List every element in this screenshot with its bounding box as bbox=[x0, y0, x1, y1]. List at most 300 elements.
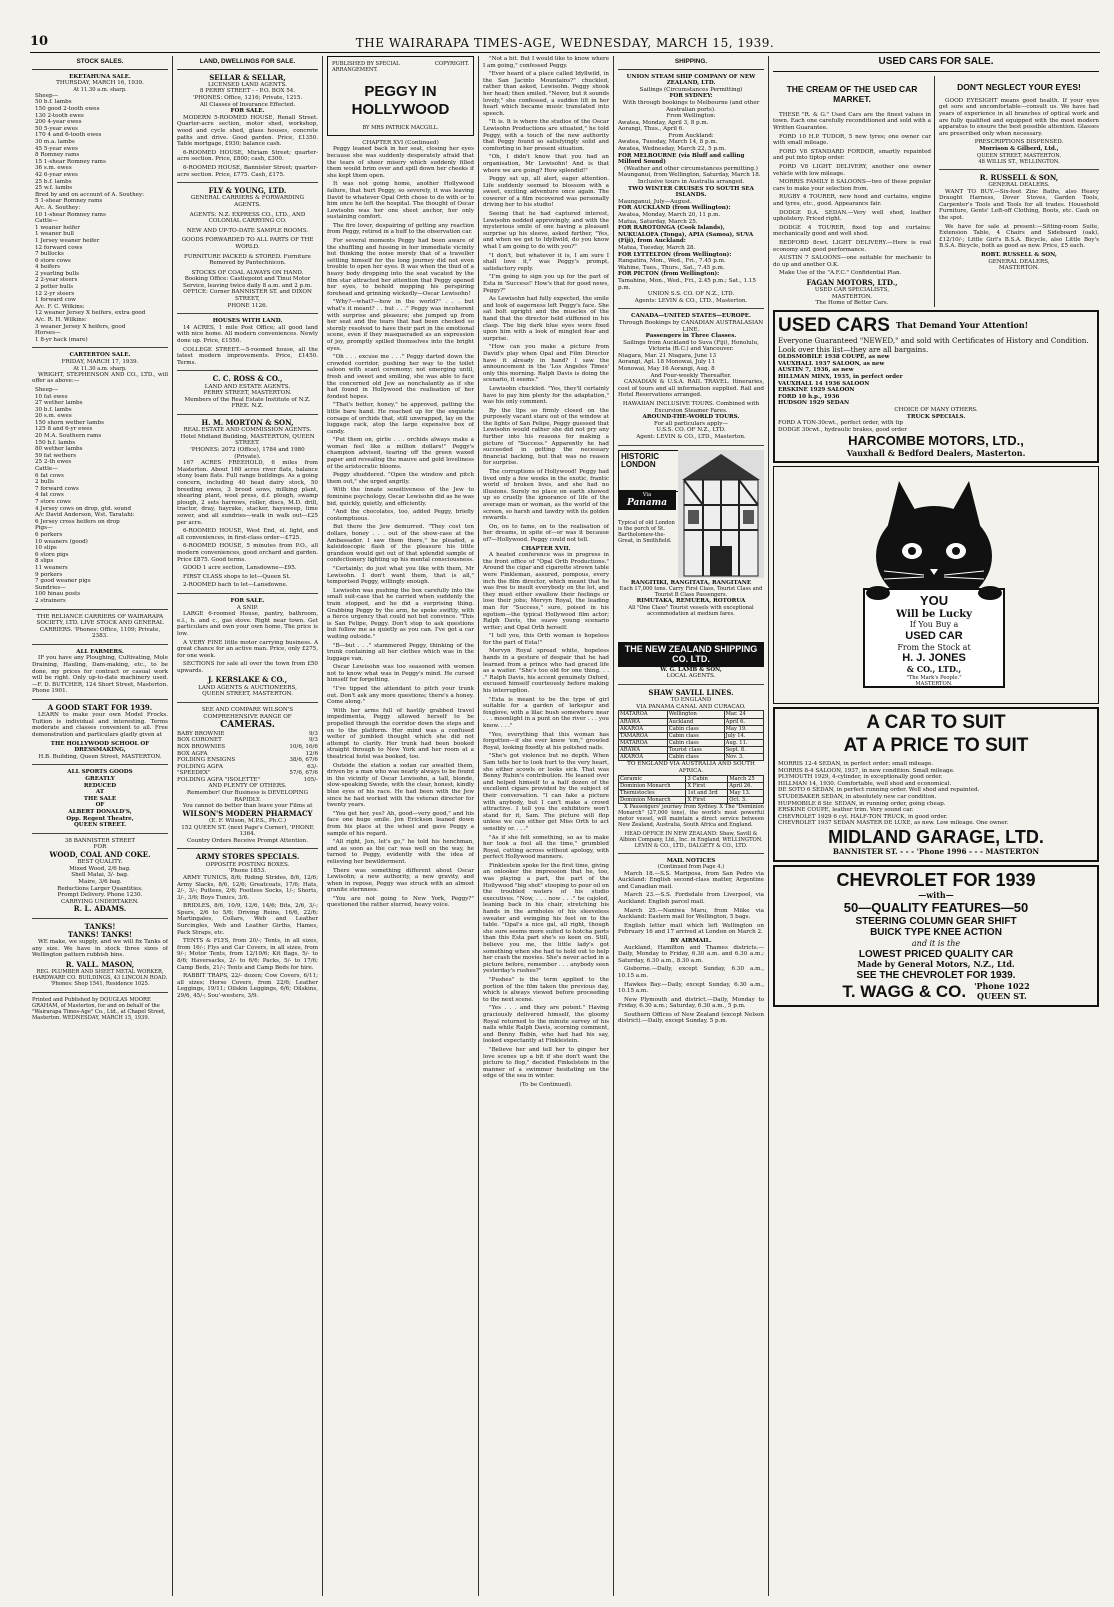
ad-text: Via bbox=[642, 491, 652, 498]
used-car-item: HILLMAN MINX, 1935, in perfect order bbox=[778, 374, 903, 381]
used-car-item: DE SOTO 6 SEDAN, in perfect running order. Well shod and repainted. bbox=[778, 787, 980, 794]
ad-title: FOR SALE. bbox=[230, 108, 265, 115]
stock-lot: 10 weaners (good) bbox=[35, 538, 88, 545]
route-heading: FOR PICTON (from Wellington): bbox=[618, 271, 720, 278]
story-paragraph: "How can you make a picture from David's play when Opal and Film Director have it already in hand? I saw the announcement in the 'Los Angeles Times' only this morning. Ralph Davis is doing the scenario, it seems." bbox=[483, 344, 609, 384]
column-serial-story-cont bbox=[483, 56, 609, 1596]
stock-lot: 2 strainers bbox=[35, 597, 66, 604]
ad-name: HARCOMBE MOTORS, LTD., bbox=[848, 433, 1024, 449]
listing: RABBIT TRAPS, 22/- dozen; Cow Covers, 6/11; all sizes; Horse Covers, from 22/6; Leather Leggings, 19/11; Oilskin Leggings, 6/6; Oilskins, 29/6, 45/-; Sou'-westers, 3/9. bbox=[177, 973, 318, 999]
story-text bbox=[327, 146, 474, 909]
airmail-notice: Gisborne.—Daily, except Sunday, 6.30 a.m., 10.15 a.m. bbox=[618, 966, 764, 979]
ad-text: STOCKS OF COAL ALWAYS ON HAND. bbox=[191, 269, 304, 276]
story-paragraph: "I've tipped the attendant to pitch your trunk out. Don't ask any more questions; there's a honey. Come along." bbox=[327, 686, 474, 706]
camera-price: 38/6, 67/6 bbox=[289, 757, 318, 764]
stock-lot: 20 s.m. ewes bbox=[35, 413, 72, 420]
stock-lot: 7 forward cows bbox=[35, 485, 79, 492]
sale-date: FRIDAY, MARCH 17, 1939. bbox=[61, 359, 139, 366]
sailing-cell: X First bbox=[686, 782, 728, 789]
sports-goods-ad bbox=[32, 769, 168, 828]
ad-text: Agent: LEVIN & CO., LTD., Masterton. bbox=[636, 434, 746, 441]
story-paragraph: But there the Jew demurred. "They cost ten dollars, honey . . . out of the show-case at the Ambassador. I saw them there," he pleaded, a kaleidoscopic flash of the pleasure his little grandson would get out of that splendid sample of confectionery lighting up his mental consciousness. bbox=[327, 524, 474, 564]
ad-text: TO ENGLAND bbox=[670, 697, 712, 704]
sailing-cell: Themistocles bbox=[619, 789, 686, 796]
ad-line: AT bbox=[95, 789, 105, 796]
story-paragraph: "Believe her and tell her to ginger her love scenes up a bit if she don't want the picture to flop," decided Finkelstein in the manner of a swimmer hesitating on the edge of the sea in winter. bbox=[483, 1046, 609, 1080]
ad-text: and it is the bbox=[911, 939, 961, 949]
sailing-row bbox=[619, 711, 764, 718]
used-car-item: FORD V8 LIGHT DELIVERY, another one owner vehicle with low mileage. bbox=[773, 163, 932, 177]
divider bbox=[32, 347, 168, 348]
ad-title: HOUSES WITH LAND. bbox=[212, 318, 283, 325]
ad-name: MIDLAND GARAGE, LTD. bbox=[828, 826, 1044, 847]
listing: COLLEGE STREET.—5-roomed house, all the latest modern improvements. Price, £1450. Terms. bbox=[177, 346, 318, 366]
chapter-heading: CHAPTER XVI (Continued) bbox=[362, 139, 439, 146]
sailing-cell: X First bbox=[686, 796, 728, 803]
sailing-cell: Cabin class bbox=[667, 725, 724, 732]
truck-item: FORD A TON-30cwt., perfect order, with tip bbox=[778, 420, 903, 427]
story-paragraph: "I'm going to sign you up for the part of Esta in 'Success!' How's that for good news, Peggy?" bbox=[483, 274, 609, 294]
camera-item bbox=[177, 757, 318, 764]
stock-lot: 3 weaner Jersey X heifers, good bbox=[35, 323, 126, 330]
ad-title: A CAR TO SUIT bbox=[866, 712, 1006, 734]
route-heading: FOR LYTTELTON (from Wellington): bbox=[618, 251, 732, 258]
ad-name: H. M. MORTON & SON, bbox=[201, 418, 294, 428]
stock-lot: 4 fat cows bbox=[35, 492, 64, 499]
story-paragraph: Oscar Lewisohn was too seasoned with women not to know what was in Peggy's mind. He cursed himself for forgetting. bbox=[327, 664, 474, 684]
airmail-list bbox=[618, 945, 764, 1026]
ad-text: Agents: LEVIN & CO., LTD., Masterton. bbox=[634, 297, 748, 304]
story-paragraph: Peggy sat up, all alert, eager attention. Life suddenly seemed to blossom with a sweet, exciting adventure once again. The cowerer of a film recovered was personally driving her to his studio! bbox=[483, 176, 609, 209]
ad-name: R. VALL. MASON, bbox=[65, 959, 135, 969]
ad-text: AGENTS: N.Z. EXPRESS CO., LTD., AND COLONIAL CARRYING CO. bbox=[189, 211, 306, 225]
ad-text: GENERAL DEALERS, bbox=[988, 258, 1050, 265]
ad-text: FURNITURE PACKED & STORED. Furniture Removed by Pantechnicon. bbox=[184, 253, 311, 267]
sailing-cell: AKAROA bbox=[619, 725, 668, 732]
listing: GOOD 1 acre section, Lansdowne—£95. bbox=[183, 565, 297, 572]
ad-address: QUEEN STREET, MASTERTON. bbox=[202, 691, 293, 698]
story-author: BY MRS PATRICK MACGILL. bbox=[362, 124, 439, 131]
story-paragraph: With her arms full of hastily grabbed travel impedimenta, Peggy allowed herself to be propelled through the corridor down the steps and on to the platform. Her mind was a confused welter of jumbled thought which she did not attempt to clarify. Her trunk had been booked straight through to New York and her room at a theatrical hotel was booked, too. bbox=[327, 707, 474, 760]
used-car-item: BEDFORD 8cwt. LIGHT DELIVERY.—Here is real economy and good performance. bbox=[773, 239, 932, 253]
section-header: USED CARS FOR SALE. bbox=[773, 56, 1099, 72]
sailing: Wahine, Tues., Thurs., Sat., 7.45 p.m. bbox=[618, 264, 725, 271]
stock-lot: 50 b.f. lambs bbox=[35, 99, 72, 106]
ad-text: BEST QUALITY. bbox=[77, 859, 123, 866]
sailing-cell: July 14. bbox=[724, 732, 763, 739]
route-heading: FOR RAROTONGA (Cook Islands), NUKUALOFA (Tonga), APIA (Samoa), SUVA (Fiji), from Auckland: bbox=[618, 225, 754, 245]
ad-text: CHOICE OF MANY OTHERS. bbox=[894, 407, 978, 414]
story-paragraph: Peggy shuddered. "Open the window and pitch them out," she urged angrily. bbox=[327, 472, 474, 485]
stock-lot: Pigs— bbox=[35, 525, 53, 532]
stock-lot: 30 b.f. lambs bbox=[35, 406, 72, 413]
story-title: PEGGY IN HOLLYWOOD bbox=[351, 83, 450, 118]
camera-item bbox=[177, 731, 318, 738]
ad-title: 50—QUALITY FEATURES—50 bbox=[843, 900, 1029, 916]
sailing-cell: Dominion Monarch bbox=[619, 796, 686, 803]
divider bbox=[177, 414, 318, 415]
camera-item bbox=[177, 770, 318, 777]
route-heading: TWO WINTER CRUISES TO SOUTH SEA ISLANDS. bbox=[628, 185, 754, 199]
story-meta bbox=[332, 61, 469, 73]
ad-text: REG. PLUMBER AND SHEET METAL WORKER, bbox=[36, 969, 164, 976]
sailing-cell: Wellington bbox=[667, 711, 724, 718]
listing-list bbox=[177, 325, 318, 367]
divider bbox=[32, 764, 168, 765]
story-text bbox=[483, 56, 609, 544]
ad-address: 48 WILLIS ST., WELLINGTON. bbox=[978, 158, 1060, 165]
ad-text: Typical of old London is the porch of St. Bartholomew-the-Great, in Smithfield. bbox=[618, 519, 675, 544]
ad-text: From Auckland: bbox=[668, 132, 714, 139]
used-car-item: RUGBY 4 TOURER, new hood and curtains, engine and tyres, etc., good. Appearance fair. bbox=[773, 194, 932, 207]
listing: 6-ROOMED HOUSE, West End, el. light, and all conveniences, in first-class order—£725. bbox=[177, 528, 318, 541]
ad-text: HAWAIIAN INCLUSIVE TOURS. Combined with Excursion Steamer Fares. bbox=[622, 401, 760, 414]
truck-list bbox=[778, 420, 1094, 433]
sailing-cell: Mar. 24 bbox=[724, 711, 763, 718]
divider bbox=[32, 644, 168, 645]
ad-address: QUEEN STREET, MASTERTON. bbox=[976, 152, 1062, 159]
stock-lot: 36 s.m. ewes bbox=[35, 165, 72, 172]
listing: BRIDLES, 8/6, 10/9, 12/6, 14/6; Bits, 2/6, 3/-; Spurs, 2/6 to 5/6; Driving Reins, 16/6, 22/6; Martingales, Collars, Web and Leather Surcingles, Web and Leather Girths, Hames, Pack Straps, etc. bbox=[177, 903, 318, 936]
divider bbox=[618, 684, 764, 685]
stock-lot: 10 1-shear Romney rams bbox=[35, 211, 106, 218]
wood-price-list bbox=[32, 866, 168, 906]
sailing-row bbox=[619, 725, 764, 732]
story-paragraph: "You get her, yes? Ah, good—very good," and his face one huge smile. Jon Erickson leaned down from his place at the wheel and gave Peggy a sample of his regard. bbox=[327, 810, 474, 837]
ad-text: A SNIP. bbox=[236, 604, 259, 611]
route-heading: FOR SYDNEY: bbox=[669, 93, 713, 100]
story-paragraph: "That's better, honey," he approved, patting the little bare hand. He reached up for the exquisite corsage of orchids that, still unwrapped, lay on the luggage rack, atop the large expensive box of candy. bbox=[327, 402, 474, 435]
listing: 167 ACRES FREEHOLD, 6 miles from Masterton. About 160 acres river flats, balance stony loam flats. Full range buildings. As a going concern, including 40 head dairy stock, 50 breeding ewes, 3 brood sows, milking plant, shearing plant, wool press, d.f. plough, swamp plough, 2 sets harrows, roller, discs, M.D. drill, tractor, dray, hayrake, stacker, haysweep, lime sower, and all sundries—walk in walk out—£25 per acre. bbox=[177, 460, 318, 526]
stock-lot: 7 bullocks bbox=[35, 251, 64, 258]
divider bbox=[177, 593, 318, 594]
ad-phone: PHONE 1126. bbox=[227, 302, 268, 309]
camera-price: 9/3 bbox=[308, 737, 318, 744]
ad-text: Everyone Guaranteed "NEWED," and sold with Certificates of History and Condition. Look over this list—they are all bargains. bbox=[778, 336, 1089, 354]
stock-lot: 27 wether lambs bbox=[35, 400, 83, 407]
story-paragraph: "B—but . . ." stammered Peggy, thinking of the trunk containing all her clothes which was in the luggage van. bbox=[327, 642, 474, 662]
story-paragraph: "I tell you, this Orth woman is hopeless for the part of Esta!" bbox=[483, 633, 609, 646]
ad-text: Vauxhall & Bedford Dealers, Masterton. bbox=[846, 447, 1026, 458]
ad-text: Sailings from Auckland to Suva (Fiji), Honolulu, Victoria (B.C.) and Vancouver. bbox=[623, 339, 759, 353]
ad-name: UNION S.S. CO. OF N.Z., LTD. bbox=[647, 291, 735, 298]
sailing-row bbox=[619, 796, 764, 803]
price-line: Mixed Wood, 2/6 bag. bbox=[69, 865, 131, 872]
story-paragraph: Lewisohn was pushing the box carefully into the small suit-case that he carried when suddenly the train stopped, and he did a surprising thing. Grabbing Peggy by the arm, he spoke swiftly, with a fierce urgency that could not but convince. "This is San Felipe, Peggy. Don't stop to ask questions but follow me as quietly as you can. I've got a car waiting outside." bbox=[327, 587, 474, 640]
ad-title: BY AIRMAIL. bbox=[670, 937, 712, 944]
story-paragraph: Seeing that he had captured interest, Lewisohn nodded approvingly, and with the mysterious smile of one having a pleasant surprise up his sleeve, asked further, "Yes, and when we get to Idyllwild, do you know what I am going to do with you?" bbox=[483, 211, 609, 251]
listing: MODERN 5-ROOMED HOUSE, Renall Street. Quarter-acre section, motor shed, workshop, wood and cycle shed, glass houses, concrete paths and drive. Good garden. Price, £1350. Table mortgage, £930; balance cash. bbox=[177, 114, 318, 148]
sailing: Maunganui, from Wellington, Saturday, March 18. bbox=[618, 172, 761, 179]
sailing-cell: TAMAROA bbox=[619, 732, 668, 739]
stock-lot: 12 forward cows bbox=[35, 244, 83, 251]
ad-text: GENERAL DEALERS. bbox=[988, 182, 1050, 189]
camera-item bbox=[177, 764, 318, 771]
price-line: Prompt Delivery. Phone 1230. bbox=[57, 892, 143, 899]
fagan-motors-ad bbox=[773, 76, 935, 307]
camera-name: BOX BROWNIES bbox=[177, 743, 226, 750]
stock-lot: 6 porkers bbox=[35, 531, 63, 538]
ad-text: Remember! Our Business is DEVELOPING RAPIDLY. bbox=[186, 790, 309, 803]
divider bbox=[618, 445, 764, 446]
stock-lot: 2 potter bulls bbox=[35, 284, 74, 291]
nz-shipping-ad bbox=[618, 450, 764, 640]
listing: TENTS & FLYS, from 20/-; Tents, in all sizes, from 16/-; Flys and Car Covers, in all sizes, from 9/-; Motor Tents, from 12/10/6; Kit Bags, 5/- to 8/6; Haversacks, 2/- to 6/6; Packs, 5/- to 17/6; Camp Beds, 21/-; Tents and Camp Beds for hire. bbox=[177, 938, 318, 971]
ad-name: U.S.S. CO. OF N.Z., LTD. bbox=[656, 427, 726, 434]
used-car-item: HUDSON 1929 SEDAN bbox=[778, 400, 850, 407]
sailing-cell: Aug. 11. bbox=[724, 739, 763, 746]
sailing-cell: Cabin class bbox=[667, 739, 724, 746]
ad-line: ALBERT DONALD'S, bbox=[68, 809, 132, 816]
ad-name: J. KERSLAKE & CO., bbox=[207, 675, 288, 685]
sailing-cell: Cabin class bbox=[667, 754, 724, 761]
used-car-list bbox=[773, 134, 931, 277]
sailing-row bbox=[619, 782, 764, 789]
sailing-table bbox=[618, 775, 764, 805]
section-header: LAND, DWELLINGS FOR SALE. bbox=[177, 56, 318, 70]
stock-lot: 100 hinau posts bbox=[35, 591, 81, 598]
stock-lot: Cattle— bbox=[35, 218, 58, 225]
sale-time: At 11.30 a.m. sharp. bbox=[73, 86, 127, 93]
ad-address: PERRY STREET, MASTERTON. bbox=[203, 390, 292, 397]
camera-name: BOX CORONET bbox=[177, 737, 222, 744]
ad-text: From the Stock at bbox=[897, 642, 971, 652]
tudor-building-illustration bbox=[678, 450, 764, 578]
sailing: Niagara, Mar. 21 Niagara, June 13 bbox=[618, 352, 717, 359]
ad-text: All Classes of Insurance Effected. bbox=[199, 101, 296, 108]
ad-title: FOR SALE. bbox=[230, 597, 265, 604]
ad-text: LOWEST PRICED QUALITY CAR bbox=[858, 948, 1014, 960]
sailing-cell: 1st and 3rd bbox=[686, 789, 728, 796]
camera-name: "SPEEDEX" bbox=[177, 770, 211, 777]
ad-address: 8 PERRY STREET - - P.O. BOX 54. bbox=[199, 88, 296, 95]
used-car-item: VAUXHALL 14 1936 SALOON bbox=[778, 380, 870, 387]
ship-list bbox=[618, 580, 764, 618]
price-line: Reductions Larger Quantities. bbox=[57, 885, 143, 892]
camera-item bbox=[177, 737, 318, 744]
sailing-cell: May 19. bbox=[724, 725, 763, 732]
stock-lot: 42 6-year ewes bbox=[35, 171, 78, 178]
stock-lot: 150 b.f. lambs bbox=[35, 439, 76, 446]
ad-text: VIA PANAMA CANAL AND CURACAO. bbox=[636, 703, 746, 710]
listing-list bbox=[177, 460, 318, 589]
story-paragraph: Lewisohn chuckled. "Yes, they'll certainly have to pay him plenty for the adaptation," was his only comment. bbox=[483, 385, 609, 406]
sale-title: CARTERTON SALE. bbox=[69, 352, 131, 359]
ad-title: TANKS! TANKS! bbox=[67, 929, 133, 939]
ad-phone: 'Phone 1022 bbox=[974, 981, 1030, 992]
stock-lot: 20 M.A. Southern rams bbox=[35, 433, 102, 440]
camera-name: FOLDING AGFA bbox=[177, 763, 223, 770]
sailing-cell: Auckland bbox=[667, 718, 724, 725]
story-paragraph: "As if she felt something, so as to make her look a fool all the time," grumbled Royal, cutting across without apology, with perfect Hollywood manners. bbox=[483, 834, 609, 861]
ad-text: PRESCRIPTIONS DISPENSED. bbox=[974, 139, 1064, 146]
used-car-item: ERSKINE 1929 SALOON bbox=[778, 387, 855, 394]
column-shipping bbox=[618, 56, 764, 1596]
stock-lot: 6 Jersey cross heifers on drop bbox=[35, 518, 120, 525]
stock-lot: 8 Romney rams bbox=[35, 152, 80, 159]
ad-line: ALL SPORTS GOODS bbox=[67, 769, 133, 776]
mail-notice: March 23.—S.S. Fordsdale from Liverpool, via Auckland: English parcel mail. bbox=[618, 892, 764, 905]
ad-title: ALL FARMERS. bbox=[76, 648, 124, 655]
ad-phone: 'Phones: Shop 1541, Residence 1025. bbox=[50, 981, 150, 988]
divider bbox=[32, 699, 168, 700]
ad-text: SEE THE CHEVROLET FOR 1939. bbox=[856, 969, 1016, 981]
used-car-item: Make Use of the "A.F.C." Confidential Plan. bbox=[779, 270, 902, 277]
ad-text: (Continued from Page 4.) bbox=[657, 864, 725, 871]
used-car-item: HUPMOBILE 8 Str. SEDAN, in running order, going cheap. bbox=[778, 800, 946, 807]
sailing-list bbox=[618, 139, 764, 152]
ad-address: HEAD OFFICE IN NEW ZEALAND: Shaw, Savill & Albion Company, Ltd., Inc. in England, WELLINGTON. bbox=[619, 830, 763, 843]
sailing-row bbox=[619, 747, 764, 754]
used-car-list bbox=[778, 354, 1094, 407]
nz-shipping-company-banner: THE NEW ZEALAND SHIPPING CO. LTD. bbox=[618, 642, 764, 667]
sailing-cell: March 25 bbox=[728, 775, 764, 782]
divider bbox=[32, 992, 168, 993]
used-car-item: AUSTIN 7, 1936, as new bbox=[778, 367, 854, 374]
story-paragraph: "Esta is meant to be the type of girl suitable for a garden of larkspur and foxglove, with a lilac bush somewhere near . . . moonlight in a punt on the river . . . you know. . . ." bbox=[483, 696, 609, 729]
ad-text: LEARN to make your own Model Frocks. Tuition is individual and interesting. Terms moderate and classes convenient to all. Free demonstration and particulars gladly given at bbox=[32, 712, 168, 739]
ad-name: R. L. ADAMS. bbox=[73, 904, 127, 914]
ad-title: ARMY STORES SPECIALS. bbox=[195, 852, 300, 862]
divider bbox=[618, 853, 764, 854]
via-panama-label bbox=[618, 490, 676, 511]
mail-notice-list bbox=[618, 871, 764, 936]
used-car-item: HILLMAN 14, 1930. Comfortable, well shod and economical. bbox=[778, 780, 952, 787]
divider bbox=[177, 848, 318, 849]
newspaper-title: THE WAIRARAPA TIMES-AGE, WEDNESDAY, MARCH 15, 1939. bbox=[355, 36, 775, 50]
sailing-row bbox=[619, 739, 764, 746]
stock-lot: 2 yearling bulls bbox=[35, 270, 79, 277]
stock-lot: A/c. F. C. Wilkins: bbox=[35, 303, 85, 310]
sailing-cell: Sept. 8. bbox=[724, 747, 763, 754]
story-paragraph: As Lewisohn had fully expected, the smile and look of eagerness left Peggy's face. She sat bolt upright and the muscles of the hand that the director held stiffened in his clasp. The big dark blue eyes were fixed upon him with a look of mingled fear and surprise. bbox=[483, 296, 609, 342]
used-car-list bbox=[778, 761, 1094, 827]
ad-text: USED CAR SPECIALISTS, bbox=[814, 287, 890, 294]
route-heading: FOR AUCKLAND (from Wellington): bbox=[618, 205, 731, 212]
ad-title: CHEVROLET FOR 1939 bbox=[836, 869, 1036, 890]
sale-time: At 11.30 a.m. sharp. bbox=[73, 365, 127, 372]
sailing: Rangatira, Mon., Wed., Fri., 7.45 p.m. bbox=[618, 258, 726, 265]
ad-text: TO ENGLAND VIA AUSTRALIA AND SOUTH AFRICA. bbox=[627, 761, 755, 774]
ad-text: Booking Office: Castlepoint and Tinui Motor Service, leaving twice daily 8 a.m. and 2 p.m. bbox=[183, 276, 312, 289]
ad-address: QUEEN ST. bbox=[977, 990, 1027, 1001]
ad-text: The Home of Better Cars. bbox=[815, 300, 889, 307]
used-car-item: MORRIS 8-4 SALOON, 1937, in new condition. Small mileage. bbox=[778, 767, 955, 774]
ad-name: H. J. JONES bbox=[902, 652, 966, 665]
stock-lot: 1 Jersey weaner heifer bbox=[35, 237, 100, 244]
ad-text: MASTERTON. bbox=[831, 293, 873, 300]
ad-text: FOR bbox=[93, 844, 107, 851]
ad-text: X Passengers' journey from Sydney. X The "Dominion Monarch" (27,000 tons), the world's most powerful motor vessel, will maintain a direct service between New Zealand, Australia, South Africa and England. bbox=[618, 804, 764, 829]
sailing-list bbox=[618, 212, 764, 225]
camera-price: 57/6, 67/6 bbox=[289, 770, 318, 777]
stock-lot: 150 shorn wether lambs bbox=[35, 419, 104, 426]
ad-text: Members of the Real Estate Institute of N.Z. FREE. N.Z. bbox=[184, 396, 311, 410]
story-paragraph: For several moments Peggy had been aware of the shuffling and fussing in her immediate vicinity but thinking the noise merely that of a traveller settling himself for the long journey did not even trouble to open her eyes. It was when the thud of a heavy body dropping into the seat vacated by the film star attracted her attention that Peggy opened her eyes, to behold mopping his perspiring forehead and grinning wickedly—Oscar Lewisohn! bbox=[327, 238, 474, 297]
listing: FIRST CLASS shops to let—Queen St. bbox=[183, 573, 291, 580]
listing: 2-ROOMED bach to let—Lansdowne. bbox=[183, 582, 288, 589]
used-cars-heading bbox=[778, 315, 1094, 337]
ad-text: GENERAL CARRIERS & FORWARDING AGENTS. bbox=[190, 195, 305, 208]
ad-address: HARDWARE CO. BUILDINGS, 43 LINCOLN ROAD. bbox=[32, 975, 168, 982]
hj-jones-ad bbox=[773, 466, 1099, 704]
sale-date: THURSDAY, MARCH 16, 1939. bbox=[56, 80, 144, 87]
sailing-cell: Nov. 3. bbox=[724, 754, 763, 761]
ad-text: RANGITIKI, RANGITATA, RANGITANE bbox=[630, 579, 752, 586]
stock-lot: 59 fat wethers bbox=[35, 452, 77, 459]
stock-lot: 12 2-yr steers bbox=[35, 290, 75, 297]
sailing-cell: April 26. bbox=[728, 782, 764, 789]
ad-title: MAIL NOTICES bbox=[666, 857, 716, 864]
ad-text: Inclusive tours in Australia arranged. bbox=[637, 179, 745, 186]
sale-intro: WRIGHT, STEPHENSON AND CO., LTD., will offer as above:— bbox=[32, 371, 168, 385]
to-be-continued: (To be Continued). bbox=[519, 1081, 573, 1088]
sailing-cell: ARAWA bbox=[619, 747, 668, 754]
army-stores-list bbox=[177, 875, 318, 1000]
camera-price: 9/3 bbox=[308, 730, 318, 737]
sale-title: EKETAHUNA SALE. bbox=[69, 73, 131, 80]
stock-lot: 12 weaner Jersey X heifers, extra good bbox=[35, 310, 146, 317]
stock-lot: 2 bulls bbox=[35, 479, 54, 486]
ad-text: All "One Class" Tourist vessels with exceptional accommodation at medium fares. bbox=[628, 605, 754, 618]
sailing: Awatea, Tuesday, March 14, 8 p.m. bbox=[618, 139, 718, 146]
stock-lot: 130 2-tooth ewes bbox=[35, 112, 84, 119]
listing: 6-ROOMED HOUSE, 5 minutes from P.O., all modern conveniences, good orchard and garden. Price £875. Good terms. bbox=[177, 543, 318, 563]
listing: LARGE 6-roomed House, pantry, bathroom, e.l., h. and c., gas stove. Right near town. Get particulars and own your own home. The price is low. bbox=[177, 611, 318, 637]
used-car-item: DODGE 4 TOURER, fixed top and curtains; mechanically good and well shod. bbox=[773, 224, 932, 238]
divider bbox=[32, 918, 168, 919]
sailing: Monowai, May 16 Aorangi, Aug. 8 bbox=[618, 366, 715, 373]
used-car-item: VAUXHALL 1937 SALOON, as new bbox=[778, 360, 885, 367]
section-header: SHIPPING. bbox=[618, 56, 764, 70]
ad-text: And Four-weekly Thereafter. bbox=[650, 372, 732, 379]
ad-line: OF bbox=[95, 802, 105, 809]
sailing-list bbox=[618, 353, 764, 373]
sailing-list bbox=[618, 120, 764, 133]
sailing: Aorangi, Thus., April 6. bbox=[618, 126, 685, 133]
story-paragraph: "It is. It is where the studios of the Oscar Lewisohn Productions are situated," he told Peggy, with a touch of the new authority that Peggy found so satisfyingly solid and comforting in her present situation. bbox=[483, 119, 609, 152]
ad-phone: 'PHONES: Office, 1216; Private, 1215. bbox=[192, 94, 303, 101]
stock-lot: A/c. R. H. Wilkins: bbox=[35, 317, 87, 324]
ad-text: We have for sale at present:—Sitting-room Suite, Extension Table, 4 Chairs and Sideboard (oak), £12/10/-; Little Girl's B.S.A. Bicycle, also Little Boy's B.S.A. Bicycle, both as good as new. Price, £5 each. bbox=[939, 223, 1099, 250]
column-rule bbox=[613, 56, 614, 1596]
story-paragraph: "Oh . . . excuse me . . ." Peggy darted down the crowded corridor, pushing her way to the toilet saloon with scant ceremony; not emerging until, fresh and sweet and smiling, she was able to face the concerned old Jew as nonchalantly as if she had found in Hollywood the realisation of her fondest hopes. bbox=[327, 354, 474, 400]
published-note: PUBLISHED BY SPECIAL ARRANGEMENT. bbox=[332, 61, 400, 74]
ad-address: H.B. Building, Queen Street, MASTERTON. bbox=[38, 753, 162, 760]
ad-name: FAGAN MOTORS, LTD., bbox=[806, 277, 898, 287]
sailing-cell: May 13. bbox=[728, 789, 764, 796]
ad-text: STEERING COLUMN GEAR SHIFT bbox=[855, 915, 1017, 927]
divider bbox=[177, 702, 318, 703]
ad-text: BUICK TYPE KNEE ACTION bbox=[870, 927, 1002, 939]
stock-lot: 150 good 2-tooth ewes bbox=[35, 106, 100, 113]
sailing-cell: AKAROA bbox=[619, 754, 668, 761]
ad-title: CAMERAS. bbox=[220, 720, 275, 731]
ad-text: With through bookings to Melbourne (and other Australian ports). bbox=[622, 99, 760, 113]
ad-title: Panama bbox=[626, 497, 668, 508]
stock-lot: 1 8-yr hack (mare) bbox=[35, 336, 88, 343]
top-ads-row bbox=[773, 76, 1099, 307]
ad-text: If You Buy a bbox=[909, 620, 959, 630]
stock-lot: Bred by and on account of A. Southey: bbox=[35, 191, 145, 198]
jones-ad-text bbox=[866, 593, 1002, 687]
ad-text: Made by General Motors, N.Z., Ltd. bbox=[857, 959, 1015, 970]
ad-text: (E. F. Wilson, M.P.S., Ph.C.) bbox=[208, 818, 287, 825]
ad-phone: 'Phone 1853. bbox=[229, 868, 266, 875]
stock-lot: Sheep— bbox=[35, 386, 59, 393]
divider bbox=[32, 833, 168, 834]
story-paragraph: Outside the station a sedan car awaited them, driven by a man who was nearly always to be found in the vicinity of Oscar Lewisohn, a tall, blonde, slow-speaking Swede, with the clear, honest, kindly blue eyes of his race. He had been with the Jew since he had worked with the veteran director for twenty years. bbox=[327, 762, 474, 809]
